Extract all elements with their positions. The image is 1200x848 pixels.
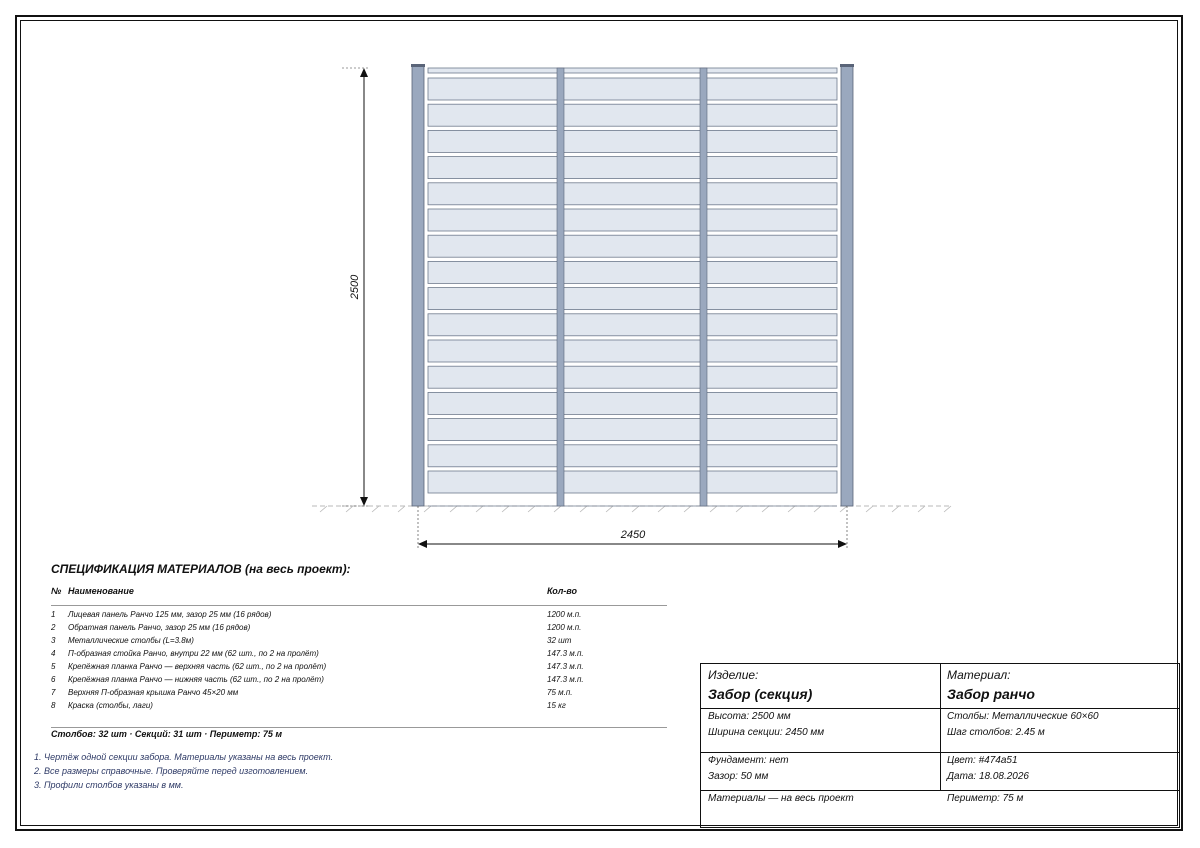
table-row — [51, 688, 667, 701]
ground-hatch — [580, 506, 587, 512]
row-name: Металлические столбы (L=3.8м) — [68, 636, 194, 645]
row-name: Крепёжная планка Ранчо — верхняя часть (62 шт., по 2 на пролёт) — [68, 662, 327, 671]
ground-hatch — [502, 506, 509, 512]
fence-board — [428, 419, 837, 441]
ground-hatch — [424, 506, 431, 512]
materials-specification — [51, 562, 667, 739]
color-value: Цвет: #474a51 — [947, 755, 1018, 766]
section-width-value: Ширина секции: 2450 мм — [708, 727, 825, 738]
ground-hatch — [710, 506, 717, 512]
table-row — [51, 662, 667, 675]
ground-hatch — [814, 506, 821, 512]
drawing-notes — [34, 752, 454, 794]
table-row — [51, 649, 667, 662]
fence-board — [428, 183, 837, 205]
row-qty: 147.3 м.п. — [547, 675, 584, 684]
height-dimension-label: 2500 — [349, 274, 361, 300]
row-qty: 147.3 м.п. — [547, 662, 584, 671]
top-cap — [428, 68, 837, 73]
material-value: Забор ранчо — [947, 686, 1035, 702]
fence-board — [428, 366, 837, 388]
fence-board — [428, 392, 837, 414]
date-value: Дата: 18.08.2026 — [947, 771, 1029, 782]
row-num: 3 — [51, 636, 56, 645]
fence-board — [428, 209, 837, 231]
post-cap — [840, 64, 854, 67]
ground-hatch — [840, 506, 847, 512]
foundation-value: Фундамент: нет — [708, 755, 789, 766]
row-name: Крепёжная планка Ранчо — нижняя часть (62 шт., по 2 на пролёт) — [68, 675, 324, 684]
fence-board — [428, 130, 837, 152]
row-name: Краска (столбы, лаги) — [68, 701, 153, 710]
row-num: 4 — [51, 649, 56, 658]
height-dim-arrow-top — [360, 68, 368, 77]
note-item: 1. Чертёж одной секции забора. Материалы указаны на весь проект. — [34, 752, 334, 762]
width-dim-arrow-right — [838, 540, 847, 548]
spec-col-qty: Кол-во — [547, 586, 577, 596]
ground-hatch — [528, 506, 535, 512]
posts-value: Столбы: Металлические 60×60 — [947, 711, 1099, 722]
row-num: 5 — [51, 662, 56, 671]
row-name: Обратная панель Ранчо, зазор 25 мм (16 рядов) — [68, 623, 251, 632]
fence-board — [428, 314, 837, 336]
ground-hatch — [372, 506, 379, 512]
row-qty: 147.3 м.п. — [547, 649, 584, 658]
post-cap — [411, 64, 425, 67]
ground-hatch — [606, 506, 613, 512]
perimeter-value: Периметр: 75 м — [947, 793, 1024, 804]
row-qty: 15 кг — [547, 701, 566, 710]
row-num: 2 — [51, 623, 56, 632]
fence-board — [428, 471, 837, 493]
ground-hatch — [320, 506, 327, 512]
spec-title: СПЕЦИФИКАЦИЯ МАТЕРИАЛОВ (на весь проект): — [51, 562, 351, 576]
row-name: Верхняя П-образная крышка Ранчо 45×20 мм — [68, 688, 239, 697]
fence-post — [841, 65, 853, 506]
ground-hatch — [762, 506, 769, 512]
spec-summary-rule — [51, 727, 667, 728]
ground-hatch — [554, 506, 561, 512]
ground-hatch — [918, 506, 925, 512]
width-dim-arrow-left — [418, 540, 427, 548]
note-item: 3. Профили столбов указаны в мм. — [34, 780, 184, 790]
product-label: Изделие: — [708, 668, 759, 682]
ground-hatch — [398, 506, 405, 512]
fence-board — [428, 288, 837, 310]
table-row — [51, 701, 667, 714]
row-qty: 32 шт — [547, 636, 572, 645]
note-item: 2. Все размеры справочные. Проверяйте перед изготовлением. — [34, 766, 309, 776]
fence-board — [428, 235, 837, 257]
ground-hatch — [944, 506, 951, 512]
ground-hatch — [866, 506, 873, 512]
spec-header — [51, 586, 667, 602]
ground-hatch — [684, 506, 691, 512]
row-qty: 1200 м.п. — [547, 610, 582, 619]
title-block-divider — [940, 664, 941, 790]
fence-board — [428, 261, 837, 283]
title-block-rule — [701, 790, 1179, 791]
row-num: 7 — [51, 688, 56, 697]
ground-line — [312, 506, 952, 512]
post-step-value: Шаг столбов: 2.45 м — [947, 727, 1045, 738]
row-qty: 1200 м.п. — [547, 623, 582, 632]
fence-boards — [428, 68, 837, 506]
row-name: П-образная стойка Ранчо, внутри 22 мм (62 шт., по 2 на пролёт) — [68, 649, 319, 658]
table-row — [51, 636, 667, 649]
table-row — [51, 610, 667, 623]
height-value: Высота: 2500 мм — [708, 711, 791, 722]
materials-note: Материалы — на весь проект — [708, 793, 854, 804]
fence-board — [428, 340, 837, 362]
ground-hatch — [736, 506, 743, 512]
spec-col-name: Наименование — [68, 586, 134, 596]
fence-board — [428, 104, 837, 126]
row-num: 6 — [51, 675, 56, 684]
fence-post — [412, 65, 424, 506]
row-name: Лицевая панель Ранчо 125 мм, зазор 25 мм (16 рядов) — [68, 610, 272, 619]
ground-hatch — [476, 506, 483, 512]
fence-board — [428, 157, 837, 179]
ground-hatch — [632, 506, 639, 512]
fence-board — [428, 78, 837, 100]
material-label: Материал: — [947, 668, 1011, 682]
title-block-rule — [701, 752, 1179, 753]
width-dimension-label: 2450 — [620, 529, 646, 541]
row-num: 8 — [51, 701, 56, 710]
row-qty: 75 м.п. — [547, 688, 573, 697]
ground-hatch — [346, 506, 353, 512]
spec-header-rule — [51, 605, 667, 606]
title-block — [700, 663, 1180, 828]
spec-col-num: № — [51, 586, 62, 596]
fence-stile — [557, 68, 564, 506]
table-row — [51, 623, 667, 636]
fence-stile — [700, 68, 707, 506]
spec-rows — [51, 610, 667, 714]
ground-hatch — [892, 506, 899, 512]
height-dim-arrow-bottom — [360, 497, 368, 506]
gap-value: Зазор: 50 мм — [708, 771, 769, 782]
row-num: 1 — [51, 610, 56, 619]
product-value: Забор (секция) — [708, 686, 813, 702]
fence-board — [428, 445, 837, 467]
title-block-rule — [701, 708, 1179, 709]
ground-hatch — [788, 506, 795, 512]
ground-hatch — [450, 506, 457, 512]
table-row — [51, 675, 667, 688]
spec-summary: Столбов: 32 шт · Секций: 31 шт · Периметр: 75 м — [51, 729, 283, 739]
ground-hatch — [658, 506, 665, 512]
